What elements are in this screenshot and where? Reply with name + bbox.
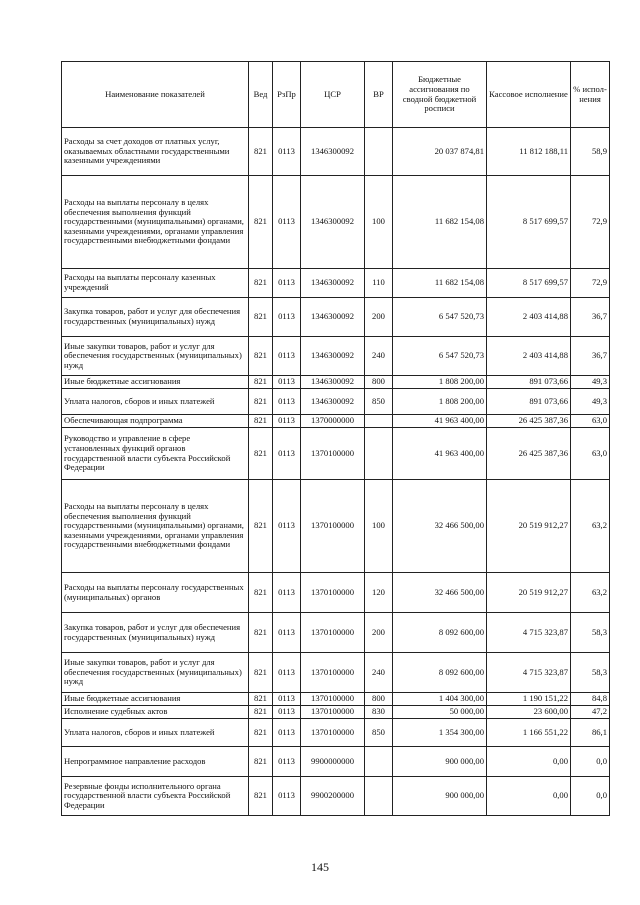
- row-rzpr: 0113: [273, 706, 301, 719]
- row-rzpr: 0113: [273, 337, 301, 376]
- row-percent: 63,0: [571, 428, 610, 480]
- row-ved: 821: [249, 298, 273, 337]
- row-ved: 821: [249, 719, 273, 747]
- row-vr: [365, 428, 393, 480]
- row-cash: 23 600,00: [487, 706, 571, 719]
- row-name: Расходы за счет доходов от платных услуг, оказываемых областными государственными казенными учреждениями: [62, 128, 249, 176]
- row-vr: 200: [365, 298, 393, 337]
- row-ved: 821: [249, 415, 273, 428]
- row-cash: 11 812 188,11: [487, 128, 571, 176]
- row-name: Иные бюджетные ассигнования: [62, 376, 249, 389]
- row-csr: 1370100000: [301, 693, 365, 706]
- row-rzpr: 0113: [273, 298, 301, 337]
- table-row: [62, 573, 610, 613]
- table-row: [62, 376, 610, 389]
- row-rzpr: 0113: [273, 480, 301, 573]
- row-percent: 72,9: [571, 176, 610, 269]
- table-row: [62, 269, 610, 298]
- row-cash: 8 517 699,57: [487, 269, 571, 298]
- table-row: [62, 389, 610, 415]
- table-body: [62, 128, 610, 816]
- row-rzpr: 0113: [273, 747, 301, 777]
- row-name: Расходы на выплаты персоналу казенных учреждений: [62, 269, 249, 298]
- row-vr: [365, 747, 393, 777]
- row-ved: 821: [249, 269, 273, 298]
- row-name: Непрограммное направление расходов: [62, 747, 249, 777]
- row-rzpr: 0113: [273, 389, 301, 415]
- row-cash: 20 519 912,27: [487, 573, 571, 613]
- row-rzpr: 0113: [273, 428, 301, 480]
- row-cash: 8 517 699,57: [487, 176, 571, 269]
- row-ved: 821: [249, 777, 273, 816]
- row-csr: 9900000000: [301, 747, 365, 777]
- row-percent: 0,0: [571, 747, 610, 777]
- row-rzpr: 0113: [273, 573, 301, 613]
- row-rzpr: 0113: [273, 653, 301, 693]
- header-vr: ВР: [365, 62, 393, 128]
- row-assigned: 6 547 520,73: [393, 298, 487, 337]
- header-cash: Кассовое исполнение: [487, 62, 571, 128]
- row-ved: 821: [249, 480, 273, 573]
- row-percent: 63,2: [571, 480, 610, 573]
- row-assigned: 8 092 600,00: [393, 613, 487, 653]
- row-name: Иные бюджетные ассигнования: [62, 693, 249, 706]
- row-assigned: 11 682 154,08: [393, 269, 487, 298]
- row-csr: 1346300092: [301, 376, 365, 389]
- row-cash: 26 425 387,36: [487, 428, 571, 480]
- row-csr: 1370100000: [301, 573, 365, 613]
- header-name: Наименование показателей: [62, 62, 249, 128]
- row-ved: 821: [249, 128, 273, 176]
- row-cash: 891 073,66: [487, 389, 571, 415]
- row-csr: 1346300092: [301, 128, 365, 176]
- row-vr: [365, 415, 393, 428]
- header-percent: % испол-нения: [571, 62, 610, 128]
- row-csr: 1370100000: [301, 480, 365, 573]
- row-rzpr: 0113: [273, 376, 301, 389]
- row-percent: 36,7: [571, 337, 610, 376]
- row-name: Уплата налогов, сборов и иных платежей: [62, 389, 249, 415]
- row-rzpr: 0113: [273, 176, 301, 269]
- row-vr: 100: [365, 480, 393, 573]
- table-row: [62, 176, 610, 269]
- row-percent: 63,2: [571, 573, 610, 613]
- row-vr: 800: [365, 693, 393, 706]
- budget-table: [61, 61, 610, 816]
- header-rzpr: РзПр: [273, 62, 301, 128]
- row-ved: 821: [249, 176, 273, 269]
- row-percent: 0,0: [571, 777, 610, 816]
- row-name: Исполнение судебных актов: [62, 706, 249, 719]
- row-percent: 49,3: [571, 376, 610, 389]
- row-percent: 58,9: [571, 128, 610, 176]
- row-csr: 1370000000: [301, 415, 365, 428]
- row-cash: 2 403 414,88: [487, 337, 571, 376]
- row-csr: 9900200000: [301, 777, 365, 816]
- row-cash: 891 073,66: [487, 376, 571, 389]
- table-header-row: [62, 62, 610, 128]
- row-ved: 821: [249, 747, 273, 777]
- row-csr: 1370100000: [301, 428, 365, 480]
- row-assigned: 11 682 154,08: [393, 176, 487, 269]
- table-row: [62, 777, 610, 816]
- table-row: [62, 128, 610, 176]
- row-name: Закупка товаров, работ и услуг для обеспечения государственных (муниципальных) нужд: [62, 298, 249, 337]
- row-vr: 200: [365, 613, 393, 653]
- row-percent: 49,3: [571, 389, 610, 415]
- row-vr: 240: [365, 653, 393, 693]
- table-row: [62, 428, 610, 480]
- header-ved: Вед: [249, 62, 273, 128]
- page-number: 145: [311, 860, 329, 874]
- row-ved: 821: [249, 653, 273, 693]
- row-vr: 850: [365, 719, 393, 747]
- row-assigned: 900 000,00: [393, 747, 487, 777]
- table-row: [62, 719, 610, 747]
- row-rzpr: 0113: [273, 693, 301, 706]
- table-row: [62, 298, 610, 337]
- row-assigned: 20 037 874,81: [393, 128, 487, 176]
- row-ved: 821: [249, 573, 273, 613]
- row-name: Расходы на выплаты персоналу в целях обеспечения выполнения функций государственными (муниципальными) органами, казенными учреждениями, органами управления государственными внебюджетными фондами: [62, 480, 249, 573]
- row-assigned: 1 354 300,00: [393, 719, 487, 747]
- row-assigned: 1 808 200,00: [393, 389, 487, 415]
- row-cash: 2 403 414,88: [487, 298, 571, 337]
- row-ved: 821: [249, 428, 273, 480]
- row-csr: 1346300092: [301, 389, 365, 415]
- row-assigned: 1 404 300,00: [393, 693, 487, 706]
- row-ved: 821: [249, 389, 273, 415]
- row-assigned: 6 547 520,73: [393, 337, 487, 376]
- row-csr: 1346300092: [301, 298, 365, 337]
- row-rzpr: 0113: [273, 128, 301, 176]
- row-csr: 1370100000: [301, 653, 365, 693]
- row-assigned: 1 808 200,00: [393, 376, 487, 389]
- row-cash: 1 190 151,22: [487, 693, 571, 706]
- row-csr: 1346300092: [301, 176, 365, 269]
- row-ved: 821: [249, 693, 273, 706]
- row-percent: 47,2: [571, 706, 610, 719]
- row-ved: 821: [249, 337, 273, 376]
- row-name: Уплата налогов, сборов и иных платежей: [62, 719, 249, 747]
- row-vr: 830: [365, 706, 393, 719]
- row-assigned: 32 466 500,00: [393, 573, 487, 613]
- row-vr: [365, 128, 393, 176]
- row-vr: 240: [365, 337, 393, 376]
- row-cash: 20 519 912,27: [487, 480, 571, 573]
- row-vr: 850: [365, 389, 393, 415]
- row-vr: 800: [365, 376, 393, 389]
- header-csr: ЦСР: [301, 62, 365, 128]
- row-name: Закупка товаров, работ и услуг для обеспечения государственных (муниципальных) нужд: [62, 613, 249, 653]
- row-percent: 58,3: [571, 613, 610, 653]
- row-csr: 1346300092: [301, 337, 365, 376]
- row-rzpr: 0113: [273, 777, 301, 816]
- table-row: [62, 613, 610, 653]
- row-csr: 1346300092: [301, 269, 365, 298]
- row-cash: 26 425 387,36: [487, 415, 571, 428]
- row-cash: 4 715 323,87: [487, 653, 571, 693]
- row-cash: 0,00: [487, 747, 571, 777]
- table-row: [62, 337, 610, 376]
- row-percent: 86,1: [571, 719, 610, 747]
- row-rzpr: 0113: [273, 269, 301, 298]
- row-assigned: 900 000,00: [393, 777, 487, 816]
- row-name: Резервные фонды исполнительного органа государственной власти субъекта Российской Федерации: [62, 777, 249, 816]
- row-percent: 63,0: [571, 415, 610, 428]
- table-row: [62, 415, 610, 428]
- row-csr: 1370100000: [301, 719, 365, 747]
- row-assigned: 32 466 500,00: [393, 480, 487, 573]
- table-row: [62, 480, 610, 573]
- row-name: Обеспечивающая подпрограмма: [62, 415, 249, 428]
- row-cash: 4 715 323,87: [487, 613, 571, 653]
- row-name: Расходы на выплаты персоналу в целях обеспечения выполнения функций государственными (муниципальными) органами, казенными учреждениями, органами управления государственными внебюджетными фондами: [62, 176, 249, 269]
- row-rzpr: 0113: [273, 613, 301, 653]
- row-assigned: 8 092 600,00: [393, 653, 487, 693]
- row-name: Расходы на выплаты персоналу государственных (муниципальных) органов: [62, 573, 249, 613]
- row-percent: 58,3: [571, 653, 610, 693]
- row-name: Иные закупки товаров, работ и услуг для обеспечения государственных (муниципальных) нужд: [62, 653, 249, 693]
- row-ved: 821: [249, 376, 273, 389]
- row-csr: 1370100000: [301, 706, 365, 719]
- row-rzpr: 0113: [273, 415, 301, 428]
- row-percent: 72,9: [571, 269, 610, 298]
- header-assigned: Бюджетные ассигнования по сводной бюджетной росписи: [393, 62, 487, 128]
- table-row: [62, 747, 610, 777]
- row-vr: 110: [365, 269, 393, 298]
- table-row: [62, 706, 610, 719]
- row-cash: 1 166 551,22: [487, 719, 571, 747]
- table-row: [62, 693, 610, 706]
- row-cash: 0,00: [487, 777, 571, 816]
- row-assigned: 41 963 400,00: [393, 428, 487, 480]
- row-rzpr: 0113: [273, 719, 301, 747]
- row-ved: 821: [249, 613, 273, 653]
- row-percent: 36,7: [571, 298, 610, 337]
- row-name: Руководство и управление в сфере установленных функций органов государственной власти субъекта Российской Федерации: [62, 428, 249, 480]
- table-row: [62, 653, 610, 693]
- row-assigned: 50 000,00: [393, 706, 487, 719]
- row-assigned: 41 963 400,00: [393, 415, 487, 428]
- row-name: Иные закупки товаров, работ и услуг для обеспечения государственных (муниципальных) нужд: [62, 337, 249, 376]
- row-vr: 120: [365, 573, 393, 613]
- row-csr: 1370100000: [301, 613, 365, 653]
- row-vr: 100: [365, 176, 393, 269]
- row-ved: 821: [249, 706, 273, 719]
- row-vr: [365, 777, 393, 816]
- row-percent: 84,8: [571, 693, 610, 706]
